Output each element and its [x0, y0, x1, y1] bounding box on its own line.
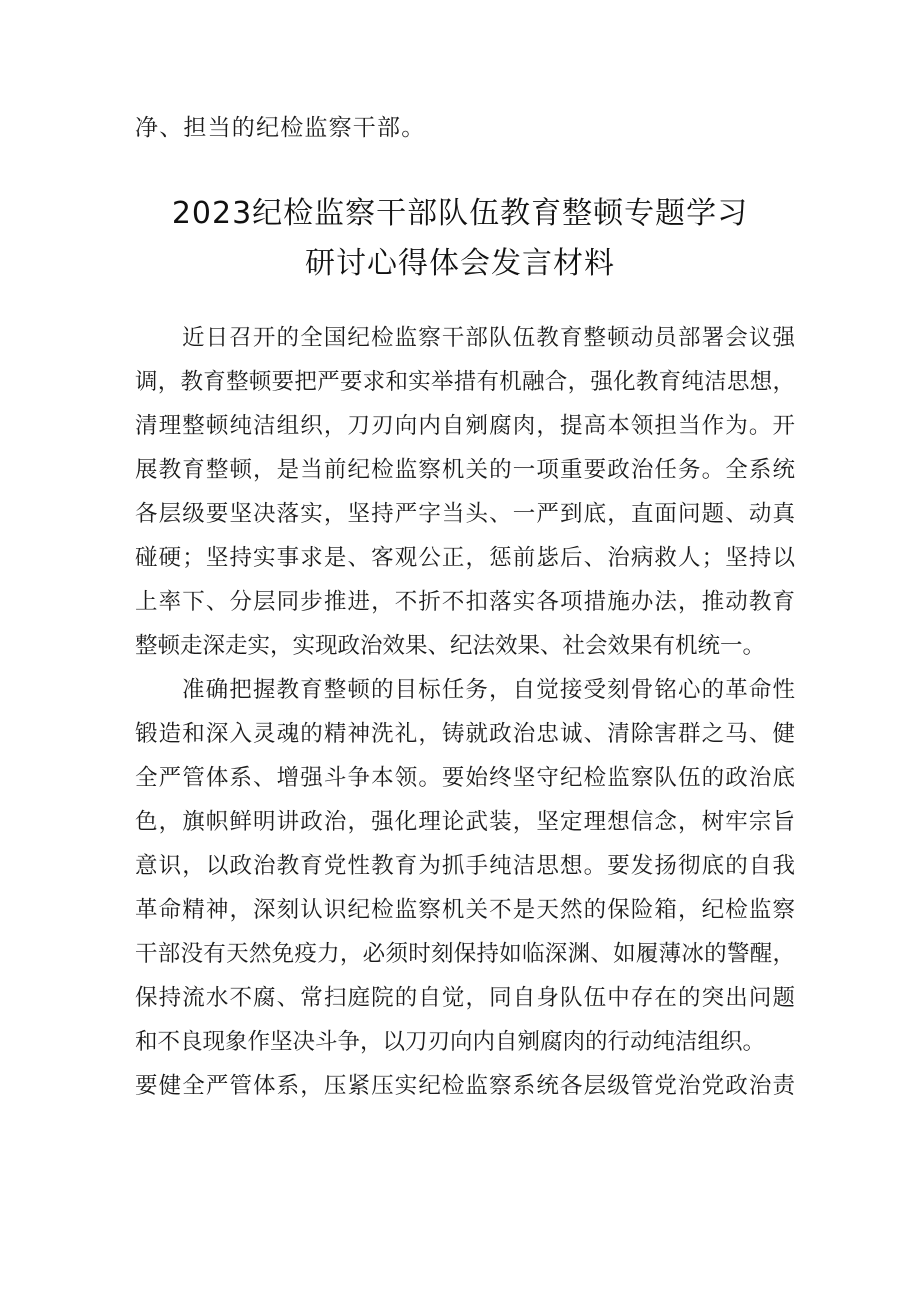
paragraph-line: 各层级要坚决落实，坚持严字当头、一严到底，直面问题、动真 — [135, 501, 795, 527]
continuation-text: 净、担当的纪检监察干部。 — [135, 115, 426, 141]
paragraph-line: 锻造和深入灵魂的精神洗礼，铸就政治忠诚、清除害群之马、健 — [135, 721, 795, 747]
paragraph-line: 调，教育整顿要把严要求和实举措有机融合，强化教育纯洁思想， — [135, 369, 795, 395]
paragraph-line: 干部没有天然免疫力，必须时刻保持如临深渊、如履薄冰的警醒， — [135, 941, 795, 967]
paragraph-line: 和不良现象作坚决斗争，以刀刃向内自剜腐肉的行动纯洁组织。 — [135, 1029, 766, 1055]
paragraph-line: 全严管体系、增强斗争本领。要始终坚守纪检监察队伍的政治底 — [135, 765, 795, 791]
paragraph-line: 意识，以政治教育党性教育为抓手纯洁思想。要发扬彻底的自我 — [135, 853, 795, 879]
paragraph-line: 展教育整顿，是当前纪检监察机关的一项重要政治任务。全系统 — [135, 457, 795, 483]
paragraph-line: 碰硬；坚持实事求是、客观公正，惩前毖后、治病救人；坚持以 — [135, 545, 795, 571]
title-line-2: 研讨心得体会发言材料 — [305, 246, 615, 281]
paragraph-line: 清理整顿纯洁组织，刀刃向内自剜腐肉，提高本领担当作为。开 — [135, 413, 795, 439]
paragraph-line: 上率下、分层同步推进，不折不扣落实各项措施办法，推动教育 — [135, 589, 795, 615]
paragraph-line: 色，旗帜鲜明讲政治，强化理论武装，坚定理想信念，树牢宗旨 — [135, 809, 795, 835]
paragraph-line: 近日召开的全国纪检监察干部队伍教育整顿动员部署会议强 — [182, 325, 795, 351]
paragraph-line: 准确把握教育整顿的目标任务，自觉接受刻骨铭心的革命性 — [182, 677, 795, 703]
paragraph-line: 整顿走深走实，实现政治效果、纪法效果、社会效果有机统一。 — [135, 633, 766, 659]
title-line-1: 2023纪检监察干部队伍教育整顿专题学习 — [171, 196, 749, 231]
paragraph-line: 革命精神，深刻认识纪检监察机关不是天然的保险箱，纪检监察 — [135, 897, 795, 923]
paragraph-line: 要健全严管体系，压紧压实纪检监察系统各层级管党治党政治责 — [135, 1073, 795, 1099]
paragraph-line: 保持流水不腐、常扫庭院的自觉，同自身队伍中存在的突出问题 — [135, 985, 795, 1011]
